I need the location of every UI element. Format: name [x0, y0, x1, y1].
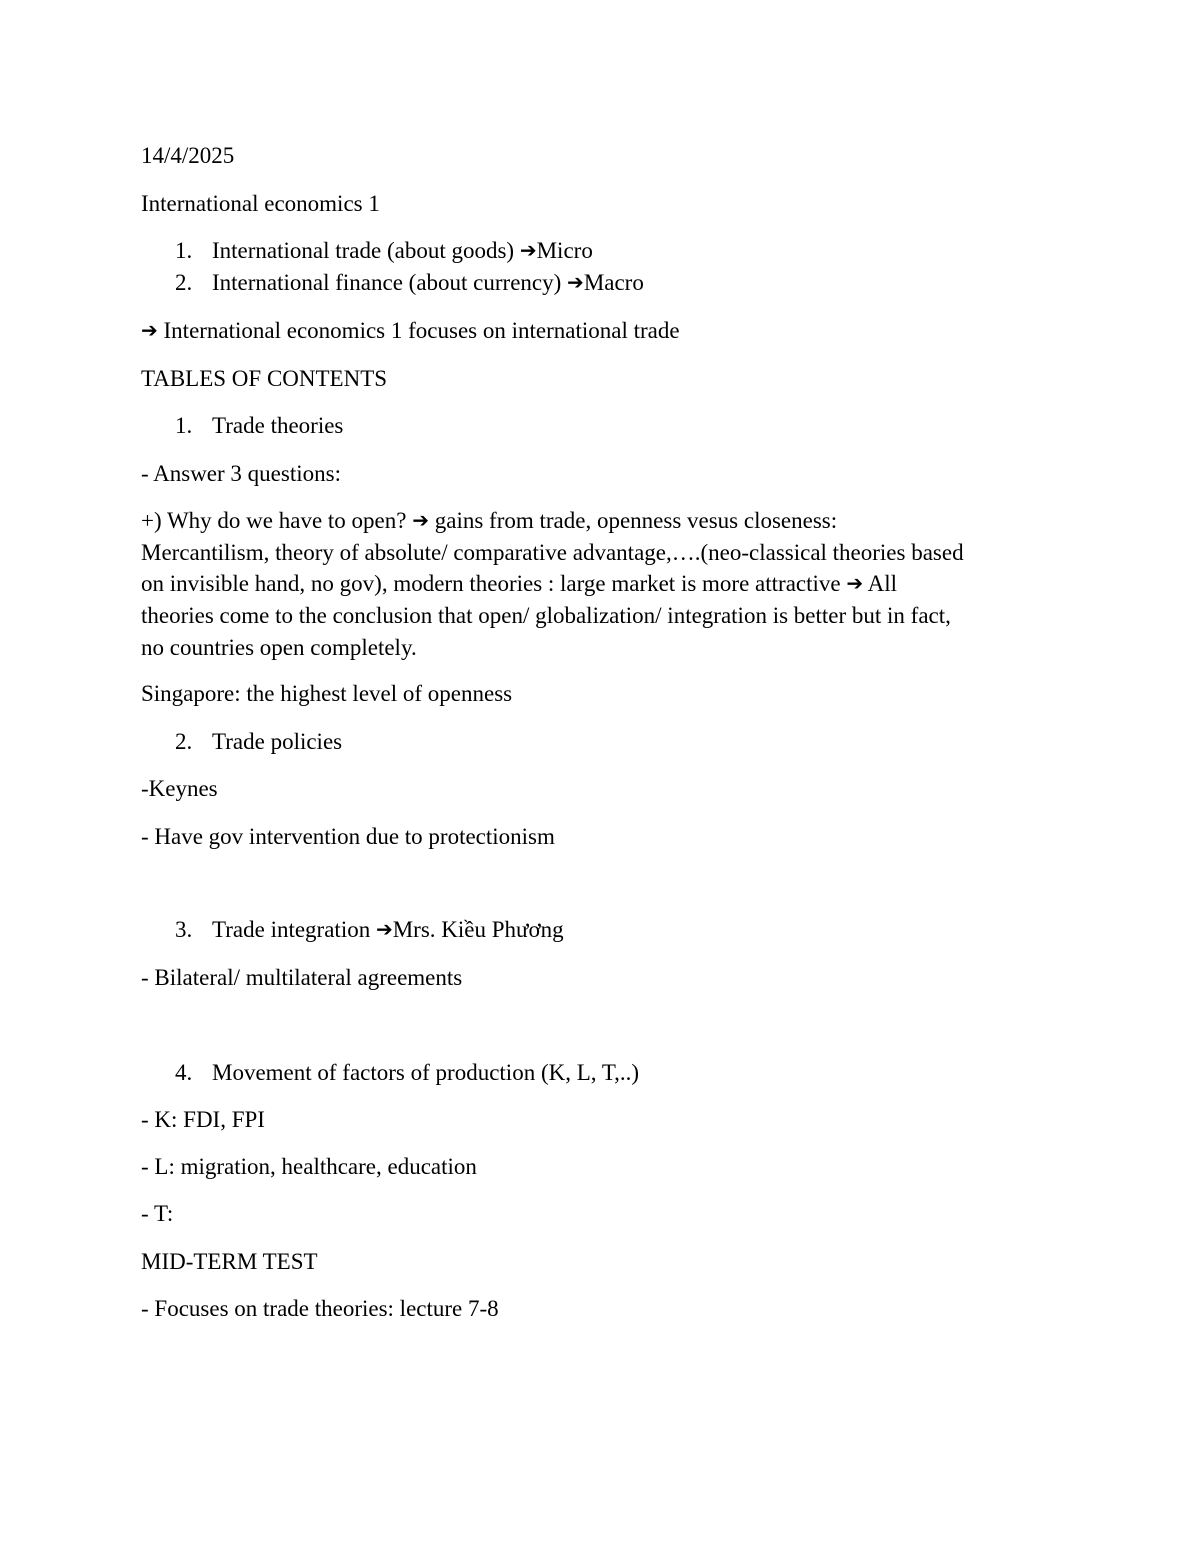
- arrow-icon: ➔: [412, 508, 429, 532]
- why-paragraph-line-2: Mercantilism, theory of absolute/ comparative advantage,….(neo-classical theories based: [141, 540, 964, 565]
- arrow-icon: ➔: [846, 571, 864, 595]
- midterm-heading: MID-TERM TEST: [141, 1249, 318, 1274]
- arrow-icon: ➔: [141, 318, 158, 342]
- intro-list-item: [175, 267, 644, 299]
- section-heading-factor-movement: [175, 1057, 639, 1089]
- list-number: 4.: [175, 1060, 193, 1085]
- answer-line: - Answer 3 questions:: [141, 461, 341, 486]
- factor-line-t: - T:: [141, 1201, 174, 1226]
- list-number: 3.: [175, 917, 193, 942]
- factor-line-k: - K: FDI, FPI: [141, 1107, 265, 1132]
- toc-heading: TABLES OF CONTENTS: [141, 366, 388, 391]
- arrow-icon: ➔: [519, 238, 537, 262]
- section-title: Trade policies: [212, 729, 343, 754]
- section-title: Trade integration: [212, 917, 371, 942]
- list-text: International finance (about currency): [212, 270, 562, 295]
- why-paragraph-line-4: theories come to the conclusion that open/ globalization/ integration is better but in fact,: [141, 603, 951, 628]
- teacher-name: Mrs. Kiều Phương: [392, 917, 564, 942]
- list-result: Macro: [583, 270, 644, 295]
- section-title: Movement of factors of production (K, L, T,..): [212, 1060, 640, 1085]
- list-number: 1.: [175, 238, 193, 263]
- focus-text: International economics 1 focuses on international trade: [163, 318, 680, 343]
- why-question: +) Why do we have to open?: [141, 508, 407, 533]
- focus-line: [141, 315, 680, 347]
- section-heading-trade-theories: [175, 410, 343, 442]
- date-line: 14/4/2025: [141, 143, 235, 168]
- arrow-icon: ➔: [375, 917, 393, 941]
- intro-list-item: [175, 235, 593, 267]
- why-text: on invisible hand, no gov), modern theories : large market is more attractive: [141, 571, 841, 596]
- keynes-line: -Keynes: [141, 776, 218, 801]
- why-paragraph-line-3: [141, 568, 897, 600]
- list-number: 1.: [175, 413, 193, 438]
- list-text: International trade (about goods): [212, 238, 515, 263]
- section-heading-trade-policies: [175, 726, 342, 758]
- arrow-icon: ➔: [567, 270, 584, 294]
- midterm-line: - Focuses on trade theories: lecture 7-8: [141, 1296, 499, 1321]
- why-answer: gains from trade, openness vesus closeness:: [434, 508, 838, 533]
- section-title: Trade theories: [212, 413, 344, 438]
- list-number: 2.: [175, 270, 193, 295]
- bilateral-line: - Bilateral/ multilateral agreements: [141, 965, 463, 990]
- section-heading-trade-integration: [175, 914, 564, 946]
- factor-line-l: - L: migration, healthcare, education: [141, 1154, 477, 1179]
- gov-line: - Have gov intervention due to protectionism: [141, 824, 555, 849]
- list-result: Micro: [536, 238, 593, 263]
- course-title: International economics 1: [141, 191, 380, 216]
- why-paragraph-line-1: [141, 505, 837, 537]
- why-text: All: [867, 571, 897, 596]
- singapore-line: Singapore: the highest level of openness: [141, 681, 513, 706]
- list-number: 2.: [175, 729, 193, 754]
- why-paragraph-line-5: no countries open completely.: [141, 635, 417, 660]
